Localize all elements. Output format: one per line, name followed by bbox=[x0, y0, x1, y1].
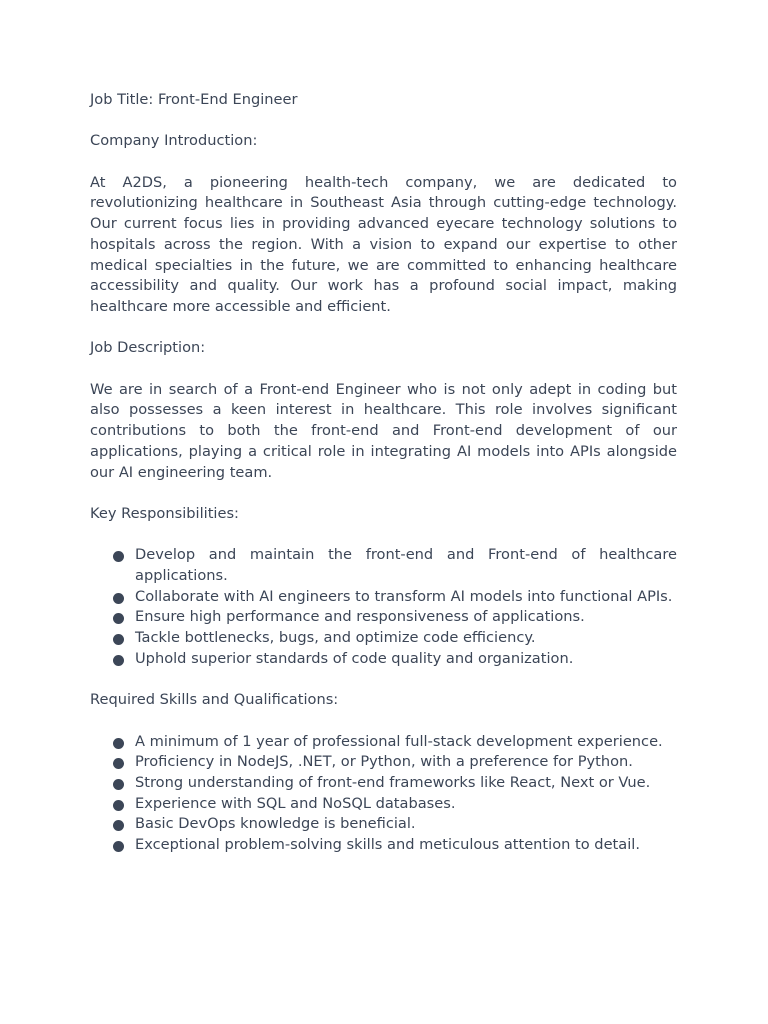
list-item-text: Uphold superior standards of code quality and organization. bbox=[135, 649, 574, 667]
bullet-icon bbox=[113, 634, 124, 645]
bullet-icon bbox=[113, 820, 124, 831]
list-item-text: Proficiency in NodeJS, .NET, or Python, with a preference for Python. bbox=[135, 753, 633, 771]
list-item bbox=[90, 814, 677, 835]
list-item bbox=[90, 835, 677, 856]
list-item bbox=[90, 773, 677, 794]
list-item bbox=[90, 607, 677, 628]
bullet-icon bbox=[113, 758, 124, 769]
list-item bbox=[90, 545, 677, 586]
company-intro-paragraph: At A2DS, a pioneering health-tech company, we are dedicated to revolutionizing healthcare in Southeast Asia through cutting-edge technology. Our current focus lies in providing advanced eyecare technology solutions to hospitals across the region. With a vision to expand our expertise to other medical specialties in the future, we are committed to enhancing healthcare accessibility and quality. Our work has a profound social impact, making healthcare more accessible and efficient. bbox=[90, 173, 677, 315]
bullet-icon bbox=[113, 738, 124, 749]
qualifications-list bbox=[90, 732, 677, 856]
job-description-heading: Job Description: bbox=[90, 339, 206, 357]
list-item bbox=[90, 587, 677, 608]
list-item bbox=[90, 628, 677, 649]
document-page bbox=[90, 90, 677, 877]
list-item-text: Ensure high performance and responsiveness of applications. bbox=[135, 608, 585, 626]
job-description-paragraph: We are in search of a Front-end Engineer who is not only adept in coding but also possesses a keen interest in healthcare. This role involves significant contributions to both the front-end and Front-end development of our applications, playing a critical role in integrating AI models into APIs alongside our AI engineering team. bbox=[90, 380, 677, 481]
bullet-icon bbox=[113, 655, 124, 666]
bullet-icon bbox=[113, 841, 124, 852]
job-title: Job Title: Front-End Engineer bbox=[90, 91, 298, 108]
list-item-text: Experience with SQL and NoSQL databases. bbox=[135, 794, 456, 812]
bullet-icon bbox=[113, 593, 124, 604]
bullet-icon bbox=[113, 551, 124, 562]
list-item bbox=[90, 752, 677, 773]
list-item-text: Exceptional problem-solving skills and meticulous attention to detail. bbox=[135, 836, 640, 854]
bullet-icon bbox=[113, 800, 124, 811]
list-item bbox=[90, 794, 677, 815]
responsibilities-list bbox=[90, 545, 677, 669]
responsibilities-heading: Key Responsibilities: bbox=[90, 504, 239, 522]
list-item-text: Strong understanding of front-end frameworks like React, Next or Vue. bbox=[135, 774, 651, 792]
list-item-text: A minimum of 1 year of professional full-stack development experience. bbox=[135, 732, 663, 750]
qualifications-heading: Required Skills and Qualifications: bbox=[90, 691, 339, 709]
list-item bbox=[90, 732, 677, 753]
list-item bbox=[90, 649, 677, 670]
list-item-text: Tackle bottlenecks, bugs, and optimize code efficiency. bbox=[135, 629, 536, 647]
list-item-text: Basic DevOps knowledge is beneficial. bbox=[135, 815, 416, 833]
bullet-icon bbox=[113, 613, 124, 624]
list-item-text: Collaborate with AI engineers to transform AI models into functional APIs. bbox=[135, 587, 673, 605]
bullet-icon bbox=[113, 779, 124, 790]
company-intro-heading: Company Introduction: bbox=[90, 132, 258, 150]
list-item-text: Develop and maintain the front-end and Front-end of healthcare applications. bbox=[135, 546, 677, 585]
